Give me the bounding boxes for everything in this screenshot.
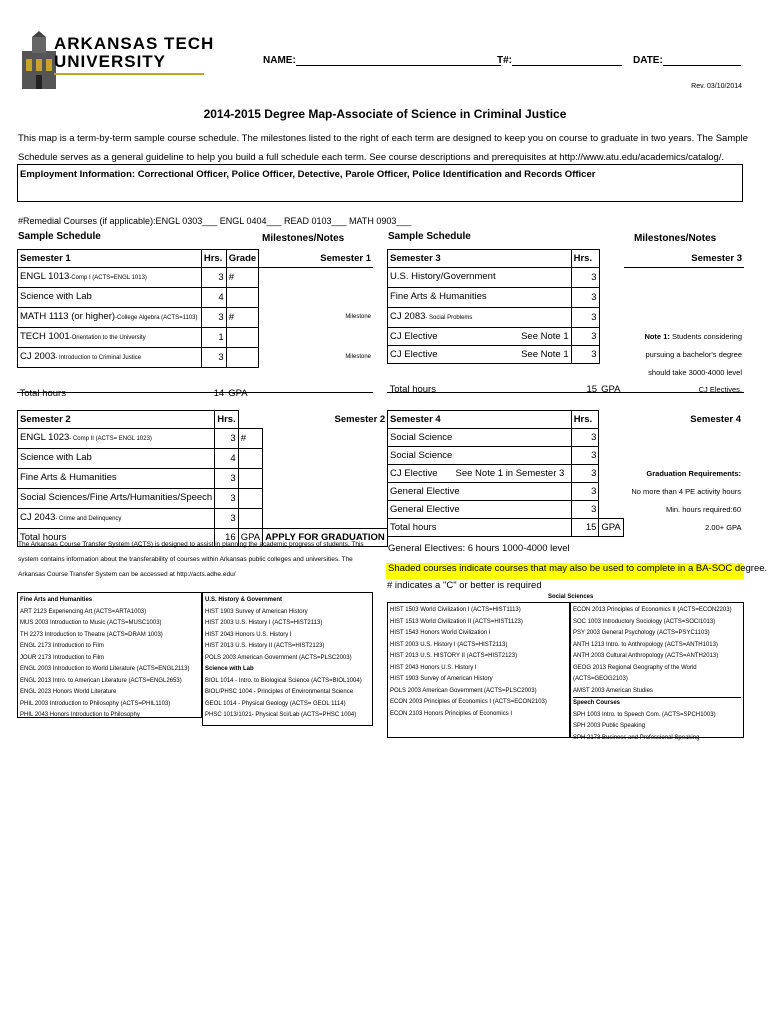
list-item: BIOL 1014 - Intro. to Biological Science (ACTS=BIOL1004) [205,677,362,684]
list-item: BIOL/PHSC 1004 - Principles of Environmental Science [205,689,354,695]
course-note: See Note 1 in Semester 3 [455,468,565,479]
course-milestone [259,268,373,288]
course-hrs: 3 [571,346,599,364]
table-row [18,268,374,288]
table-row [18,509,388,529]
right-sample-schedule: Sample Schedule [388,231,471,242]
graduation-req-3: 2.00+ GPA [705,523,742,532]
table-row [388,483,744,501]
divider [387,392,744,393]
course-hrs: 3 [571,465,599,483]
gpa-label: GPA [228,388,248,399]
hrs-header: Hrs. [571,411,599,429]
course-note: -Comp I (ACTS=ENGL 1013) [69,275,147,281]
course-name: Social Science [390,432,453,443]
hrs-header: Hrs. [201,250,226,268]
apply-graduation: APPLY FOR GRADUATION [263,529,388,547]
semester3-label: Semester 3 [388,250,572,268]
course-name: General Elective [390,486,460,497]
table-row [388,447,744,465]
list-item: GEOL 1014 - Physical Geology (ACTS= GEOL 1114) [205,700,346,707]
note1-line3: should take 3000-4000 level [648,367,742,377]
course-hrs: 3 [215,429,238,449]
list-item: PSY 2003 General Psychology (ACTS=PSYC1103) [573,630,710,636]
list-item: HIST 1903 Survey of American History [390,676,493,682]
table-row [388,328,745,346]
course-hrs: 3 [571,483,599,501]
course-name: Fine Arts & Humanities [390,291,487,302]
date-field[interactable]: DATE: [633,55,741,66]
list-item: HIST 1903 Survey of American History [205,608,308,615]
intro-text: This map is a term-by-term sample course schedule. The milestones listed to the right of each term are designed to keep you on course to graduate in two years. The Sample Schedule serves as a general guideline to help you build a full schedule each term. See course descriptions and prerequisites at http://www.atu.edu/academics/catalog/. [18,133,748,163]
course-note: - Comp II (ACTS= ENGL 1023) [69,436,152,442]
course-name: Fine Arts & Humanities [20,472,117,483]
total-hours-value: 15 [571,519,599,537]
list-item: HIST 1503 World Civilization I (ACTS=HIST1113) [390,607,521,613]
course-name: CJ Elective [390,468,438,479]
course-name: Science with Lab [20,291,92,302]
course-name: Science with Lab [20,452,92,463]
list-item: SOC 1003 Introductory Sociology (ACTS=SOCI1013) [573,618,716,625]
remedial-courses: #Remedial Courses (if applicable):ENGL 0303___ ENGL 0404___ READ 0103___ MATH 0903___ [18,216,412,226]
social-sciences-left-list [387,602,570,738]
course-name: U.S. History/Government [390,271,496,282]
course-hrs: 3 [571,429,599,447]
graduation-req-1: No more than 4 PE activity hours [631,487,741,496]
list-item: HIST 2003 U.S. History I (ACTS=HIST2113) [390,641,508,648]
list-item: GEOG 2013 Regional Geography of the World (ACTS=GEOG2103) [573,664,697,682]
grade-note: # indicates a "C" or better is required [387,580,542,591]
list-item: ENGL 2003 Introduction to World Literature (ACTS=ENGL2113) [20,666,190,672]
list-item: ENGL 2013 Intro. to American Literature (ACTS=ENGL2653) [20,677,182,684]
list-item: PHIL 2003 Introduction to Philosophy (ACTS=PHIL1103) [20,700,171,707]
list-item: ECON 2013 Principles of Economics II (ACTS=ECON2203) [573,607,732,613]
table-row [388,346,745,364]
course-note: See Note 1 [521,349,569,360]
total-hours-label: Total hours [19,388,66,399]
grade-header: Grade [226,250,258,268]
revision-date: Rev. 03/10/2014 [691,83,742,90]
course-grade[interactable] [238,449,262,469]
course-name: CJ 2003 [20,351,56,362]
social-sciences-right-list [570,602,744,741]
course-note: See Note 1 [521,331,569,342]
course-name: ENGL 1013 [20,271,70,282]
semester2-milestone-label: Semester 2 [334,414,386,425]
list-item: PHSC 1013/1021- Physical Sci/Lab (ACTS=PHSC 1004) [205,712,357,718]
list-item: SPH 2173 Business and Professional Speaking [573,734,700,741]
list-item: AMST 2003 American Studies [573,687,653,694]
table-row [388,501,744,519]
general-electives: General Electives: 6 hours 1000-4000 level [388,543,570,554]
science-title: Science with Lab [205,666,254,672]
course-hrs: 3 [201,308,226,328]
course-milestone: Milestone [345,354,371,360]
course-name: Social Sciences/Fine Arts/Humanities/Speech [20,492,213,503]
us-history-science-list [202,592,373,726]
course-grade[interactable] [226,288,258,308]
course-hrs: 3 [215,489,238,509]
course-hrs: 4 [201,288,226,308]
right-milestones-heading: Milestones/Notes [634,233,717,244]
course-milestone: Milestone [345,314,371,320]
course-name: MATH 1113 (or higher) [20,311,116,322]
course-name: General Elective [390,504,460,515]
list-item: POLS 2003 American Government (ACTS=PLSC2003) [390,687,537,694]
table-row [388,465,744,483]
graduation-req-2: Min. hours required:60 [665,505,741,514]
table-row [388,268,745,288]
university-name-line2: UNIVERSITY [54,52,167,71]
semester2-label: Semester 2 [18,411,215,429]
list-item: ENGL 2173 Introduction to Film [20,643,104,649]
table-row [18,308,374,328]
total-hours-value: 16 [215,529,238,547]
list-item: SPH 2003 Public Speaking [573,723,646,729]
tnumber-field[interactable]: T#: [497,55,622,66]
table-row [388,429,744,447]
semester2-table [17,410,388,547]
semester4-label: Semester 4 [388,411,572,429]
fine-arts-title: Fine Arts and Humanities [20,597,93,603]
course-grade[interactable]: # [226,308,258,328]
course-hrs: 1 [201,328,226,348]
university-name-line1: ARKANSAS TECH [54,34,215,53]
course-name: Social Science [390,450,453,461]
total-hours-label: Total hours [18,529,215,547]
course-grade[interactable] [226,348,258,368]
list-item: SPH 1003 Intro. to Speech Com. (ACTS=SPCH1003) [573,711,716,718]
list-item: ECON 2103 Honors Principles of Economics I [390,710,513,717]
list-item: PHIL 2043 Honors Introduction to Philosophy [20,712,140,718]
course-name: TECH 1001 [20,331,70,342]
list-item: TH 2273 Introduction to Theatre (ACTS=DRAM 1003) [20,631,163,638]
course-name: CJ Elective [390,349,438,360]
course-grade[interactable] [226,328,258,348]
semester3-milestone-label: Semester 3 [624,250,744,268]
list-item: HIST 2013 U.S. History II (ACTS=HIST2123) [205,643,325,649]
list-item: ECON 2003 Principles of Economics I (ACTS=ECON2103) [390,699,547,705]
semester1-label: Semester 1 [18,250,202,268]
note1-line4: CJ Electives. [698,385,742,394]
fine-arts-list [17,592,202,718]
course-milestone [259,328,373,348]
acts-info: The Arkansas Course Transfer System (ACTS) is designed to assist in planning the academic progress of students. This system contains information about the transferability of courses within Arkansas public colleges and universities. The Arkansas Course Transfer System can be accessed at http://acts.adhe.edu/ [18,541,364,578]
gpa-label: GPA [238,529,262,547]
table-row [18,469,388,489]
list-item: ART 2123 Experiencing Art (ACTS=ARTA1003) [20,608,147,615]
speech-title: Speech Courses [573,697,741,710]
table-row [18,429,388,449]
semester4-milestone-label: Semester 4 [690,414,741,425]
list-item: JOUR 2173 Introduction to Film [20,654,105,661]
us-history-title: U.S. History & Government [205,597,283,603]
hrs-header: Hrs. [571,250,599,268]
course-note: - Social Problems [425,315,473,321]
list-item: HIST 2013 U.S. HISTORY II (ACTS=HIST2123) [390,653,518,659]
semester1-milestone-label: Semester 1 [259,250,373,268]
page-title: 2014-2015 Degree Map-Associate of Science in Criminal Justice [203,107,567,121]
course-note: - Crime and Delinquency [55,516,122,522]
note1-line2: pursuing a bachelor's degree [645,350,742,359]
course-hrs: 3 [201,268,226,288]
note1-label: Note 1: [644,332,670,341]
list-item: HIST 2003 U.S. History I (ACTS=HIST2113) [205,620,323,626]
table-row [18,348,374,368]
course-grade[interactable]: # [226,268,258,288]
shaded-note: Shaded courses indicate courses that may also be used to complete in a BA-SOC degree. [388,563,768,574]
note1-line1: Students considering [671,332,742,341]
course-name: CJ 2083 [390,311,426,322]
course-hrs: 3 [215,469,238,489]
semester1-table [17,249,373,402]
course-hrs: 3 [215,509,238,529]
list-item: POLS 2003 American Government (ACTS=PLSC2003) [205,654,352,661]
course-note: -Orientation to the University [69,335,146,341]
table-row [18,288,374,308]
course-hrs: 3 [571,308,599,328]
list-item: ANTH 2003 Cultural Anthropology (ACTS=ANTH2013) [573,653,719,659]
total-hours-value: 14 [213,388,225,399]
course-note: - Introduction to Criminal Justice [55,355,142,361]
total-hours-value: 15 [586,384,598,395]
left-milestones-heading: Milestones/Notes [262,233,345,244]
course-name: CJ 2043 [20,512,56,523]
list-item: HIST 2043 Honors U.S. History I [205,631,292,638]
divider [17,392,373,393]
list-item: ANTH 1213 Intro. to Anthropology (ACTS=ANTH1013) [573,641,718,648]
course-hrs: 3 [571,268,599,288]
course-grade[interactable]: # [238,429,262,449]
hrs-header: Hrs. [215,411,238,429]
semester3-table [387,249,744,398]
list-item: MUS 2003 Introduction to Music (ACTS=MUSC1003) [20,620,162,626]
semester4-table [387,410,744,537]
course-hrs: 3 [571,501,599,519]
table-row [388,288,745,308]
social-sciences-title: Social Sciences [548,594,594,600]
course-hrs: 4 [215,449,238,469]
left-sample-schedule: Sample Schedule [18,231,101,242]
course-hrs: 3 [571,328,599,346]
list-item: HIST 1543 Honors World Civilization I [390,630,491,636]
table-row [18,328,374,348]
table-row [388,308,745,328]
course-grade[interactable] [238,509,262,529]
course-grade[interactable] [238,489,262,509]
course-note: -College Algebra (ACTS=1103) [115,315,198,321]
gpa-label: GPA [599,519,624,537]
table-row [18,449,388,469]
course-hrs: 3 [571,447,599,465]
course-hrs: 3 [201,348,226,368]
course-milestone [259,288,373,308]
name-field[interactable]: NAME: [263,55,501,66]
course-grade[interactable] [238,469,262,489]
list-item: HIST 1513 World Civilization II (ACTS=HIST1123) [390,618,523,625]
table-row [18,489,388,509]
course-hrs: 3 [571,288,599,308]
gpa-label: GPA [601,384,621,395]
list-item: HIST 2043 Honors U.S. History I [390,664,477,671]
total-hours-label: Total hours [388,519,572,537]
employment-info: Employment Information: Correctional Officer, Police Officer, Detective, Parole Officer, Police Identification and Records Officer [20,169,596,180]
total-hours-label: Total hours [389,384,436,395]
course-name: ENGL 1023 [20,432,70,443]
course-name: CJ Elective [390,331,438,342]
list-item: ENGL 2023 Honors World Literature [20,689,117,695]
logo-underline [54,73,204,75]
graduation-requirements-label: Graduation Requirements: [646,469,741,478]
